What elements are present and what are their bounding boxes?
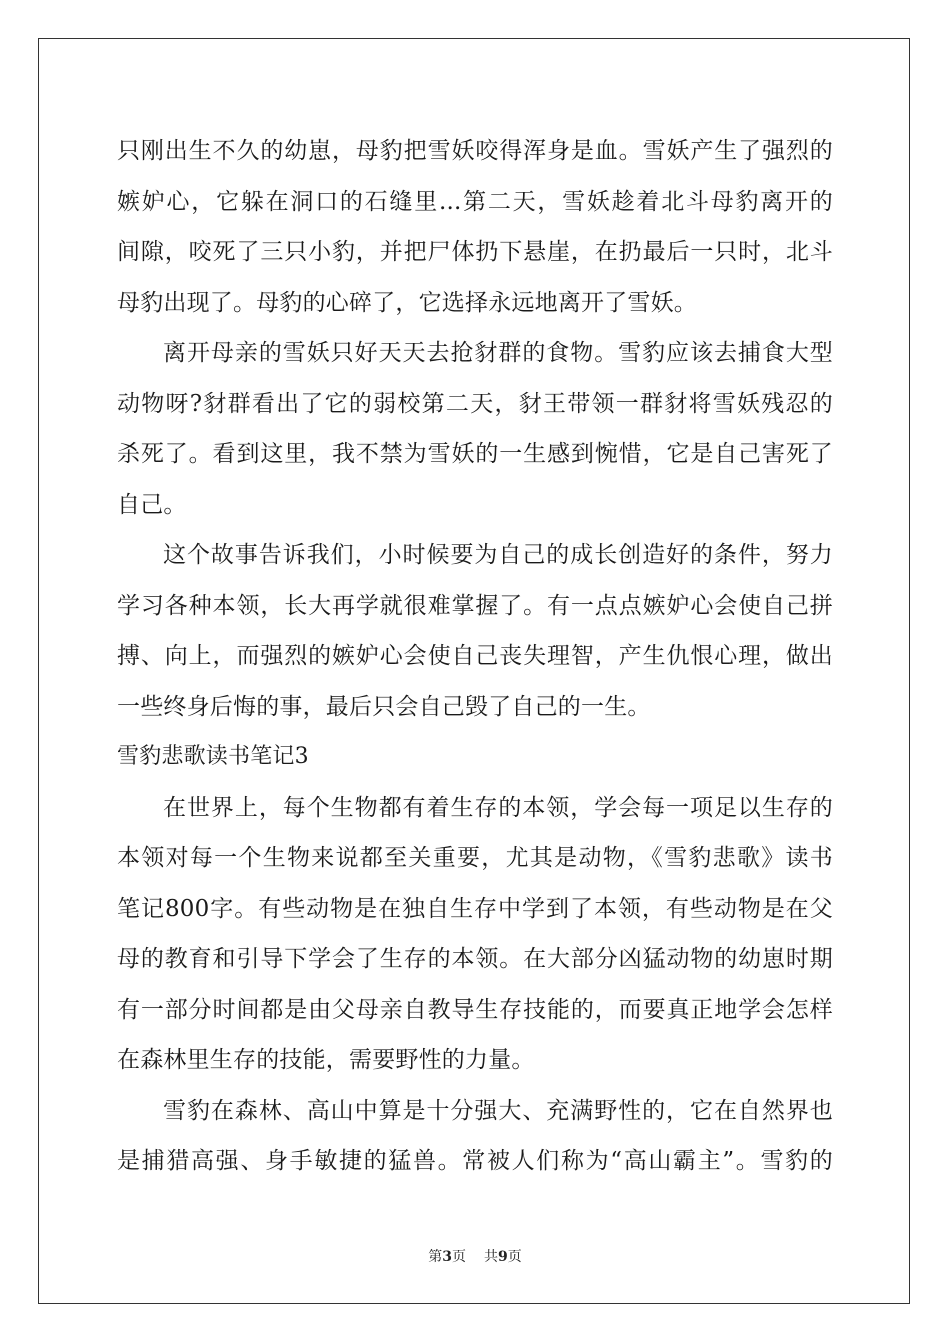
text-line: 杀死了。看到这里，我不禁为雪妖的一生感到惋惜，它是自己害死了 (117, 441, 833, 467)
text-line: 母豹出现了。母豹的心碎了，它选择永远地离开了雪妖。 (117, 289, 697, 316)
page-footer (0, 1246, 950, 1266)
section-heading: 雪豹悲歌读书笔记3 (117, 744, 309, 769)
text-line: 雪豹在森林、高山中算是十分强大、充满野性的，它在自然界也 (163, 1097, 833, 1124)
page-number: 3 (442, 1249, 452, 1265)
text-line: 间隙，咬死了三只小豹，并把尸体扔下悬崖，在扔最后一只时，北斗 (117, 239, 833, 265)
total-pages: 9 (498, 1249, 508, 1265)
text-line: 一些终身后悔的事，最后只会自己毁了自己的一生。 (117, 693, 651, 720)
text-line: 有一部分时间都是由父母亲自教导生存技能的，而要真正地学会怎样 (117, 996, 833, 1023)
text-line: 在世界上，每个生物都有着生存的本领，学会每一项足以生存的 (163, 794, 833, 821)
text-line: 搏、向上，而强烈的嫉妒心会使自己丧失理智，产生仇恨心理，做出 (117, 643, 833, 669)
text-line: 在森林里生存的技能，需要野性的力量。 (117, 1047, 535, 1073)
total-suffix: 页 (507, 1249, 522, 1265)
text-line: 是捕猎高强、身手敏捷的猛兽。常被人们称为“高山霸主”。雪豹的 (117, 1148, 833, 1174)
page-suffix: 页 (452, 1249, 466, 1265)
text-line: 笔记800字。有些动物是在独自生存中学到了本领，有些动物是在父 (117, 895, 833, 922)
text-line: 本领对每一个生物来说都至关重要，尤其是动物，《雪豹悲歌》读书 (117, 845, 833, 871)
total-prefix: 共 (484, 1249, 498, 1265)
page-prefix: 第 (428, 1249, 443, 1265)
text-line: 只刚出生不久的幼崽，母豹把雪妖咬得浑身是血。雪妖产生了强烈的 (117, 138, 833, 164)
document-body (117, 126, 833, 1187)
text-line: 自己。 (117, 491, 187, 518)
text-line: 母的教育和引导下学会了生存的本领。在大部分凶猛动物的幼崽时期 (117, 946, 833, 972)
text-line: 离开母亲的雪妖只好天天去抢豺群的食物。雪豹应该去捕食大型 (163, 340, 833, 366)
text-line: 嫉妒心，它躲在洞口的石缝里...第二天，雪妖趁着北斗母豹离开的 (117, 188, 833, 215)
text-line: 动物呀?豺群看出了它的弱校第二天，豺王带领一群豺将雪妖残忍的 (117, 390, 833, 417)
text-line: 学习各种本领，长大再学就很难掌握了。有一点点嫉妒心会使自己拼 (117, 592, 833, 619)
text-line: 这个故事告诉我们，小时候要为自己的成长创造好的条件，努力 (163, 542, 833, 568)
